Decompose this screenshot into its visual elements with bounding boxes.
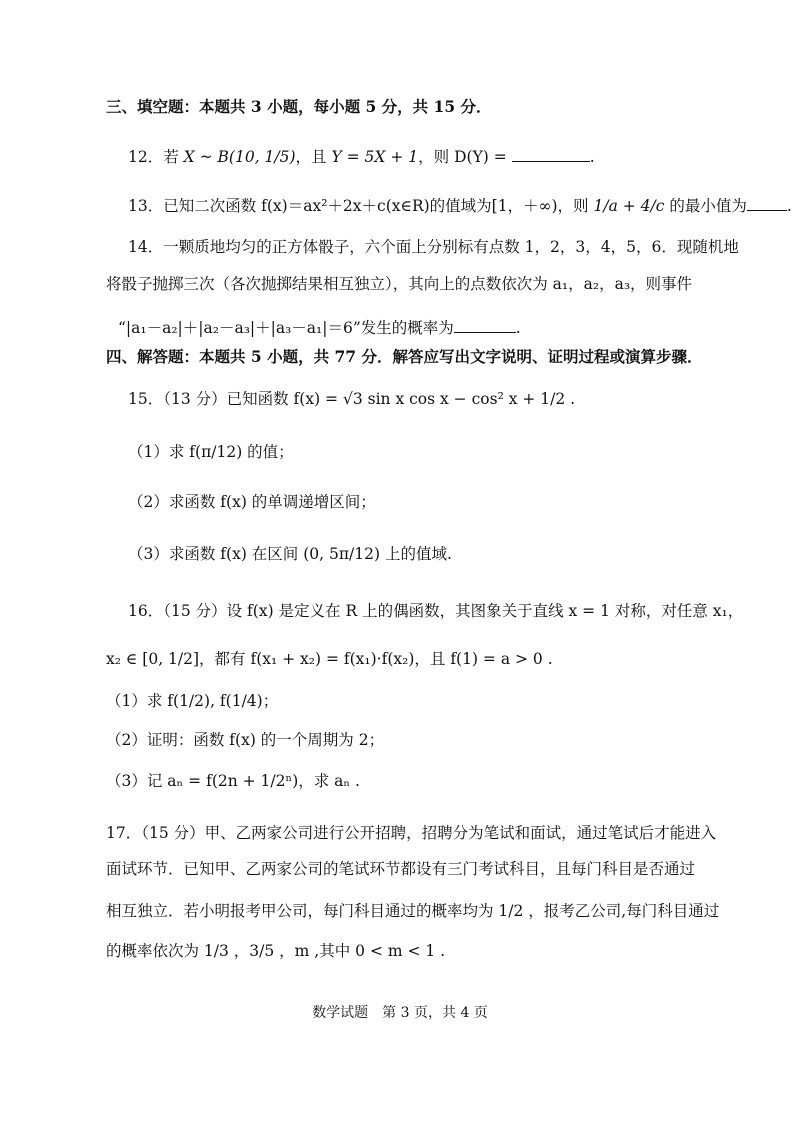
question-16-stem-1: 16．（15 分）设 f(x) 是定义在 R 上的偶函数，其图象关于直线 x = 1 对称，对任意 x₁， [128, 602, 744, 620]
q13-end: . [786, 197, 792, 215]
q13-text: 13．已知二次函数 f(x)＝ax²＋2x＋c(x∈R)的值域为[1，＋∞)，则 [128, 197, 594, 215]
question-16-stem-2: x₂ ∈ [0, 1/2]，都有 f(x₁ + x₂) = f(x₁)·f(x₂)，且 f(1) = a > 0 . [106, 650, 553, 668]
q12-distribution: X ~ B(10, 1/5) [183, 148, 296, 166]
q13-tail: 的最小值为 [664, 197, 747, 215]
q12-prefix: 12．若 [128, 148, 184, 166]
section-3-heading: 三、填空题：本题共 3 小题，每小题 5 分，共 15 分． [106, 97, 492, 116]
q14-event: “|a₁－a₂|＋|a₂－a₃|＋|a₃－a₁|＝6”发生的概率为 [118, 319, 454, 337]
q12-answer-blank [512, 145, 590, 162]
question-15-stem: 15．（13 分）已知函数 f(x) = √3 sin x cos x − cos² x + 1/2 . [128, 390, 576, 408]
question-14-line-2: 将骰子抛掷三次（各次抛掷结果相互独立），其向上的点数依次为 a₁，a₂，a₃，则事件 [106, 275, 693, 293]
question-17-line-4: 的概率依次为 1/3 ，3/5 ，m ,其中 0 < m < 1 . [106, 942, 446, 960]
q12-end: . [589, 148, 595, 166]
question-17-line-2: 面试环节．已知甲、乙两家公司的笔试环节都设有三门考试科目，且每门科目是否通过 [106, 860, 696, 878]
question-15-part-1: （1）求 f(π/12) 的值； [128, 443, 294, 461]
question-15-part-2: （2）求函数 f(x) 的单调递增区间； [128, 493, 376, 511]
question-17-line-1: 17．（15 分）甲、乙两家公司进行公开招聘，招聘分为笔试和面试，通过笔试后才能进入 [106, 824, 717, 842]
q12-mid: ，且 [295, 148, 332, 166]
page-footer: 数学试题 第 3 页，共 4 页 [312, 1005, 488, 1021]
question-16-part-3: （3）记 aₙ = f(2n + 1/2ⁿ)，求 aₙ . [106, 772, 360, 790]
question-13 [128, 194, 792, 217]
question-14-line-3 [118, 316, 521, 339]
q14-answer-blank [454, 316, 516, 333]
question-17-line-3: 相互独立．若小明报考甲公司，每门科目通过的概率均为 1/2 ，报考乙公司,每门科目通过 [106, 902, 720, 920]
question-16-part-1: （1）求 f(1/2), f(1/4)； [106, 692, 279, 710]
question-12 [128, 145, 595, 168]
question-14-line-1: 14．一颗质地均匀的正方体骰子，六个面上分别标有点数 1，2，3，4，5，6．现随机地 [128, 238, 739, 256]
question-16-part-2: （2）证明：函数 f(x) 的一个周期为 2； [106, 731, 385, 749]
question-15-part-3: （3）求函数 f(x) 在区间 (0, 5π/12) 上的值域. [128, 545, 452, 563]
q13-answer-blank [747, 194, 787, 211]
section-4-heading: 四、解答题：本题共 5 小题，共 77 分．解答应写出文字说明、证明过程或演算步骤． [106, 347, 703, 366]
q12-condition: Y = 5X + 1 [331, 148, 419, 166]
q14-end: . [515, 319, 521, 337]
q13-expression: 1/a + 4/c [593, 197, 665, 215]
q12-ask: ，则 D(Y) = [418, 148, 512, 166]
